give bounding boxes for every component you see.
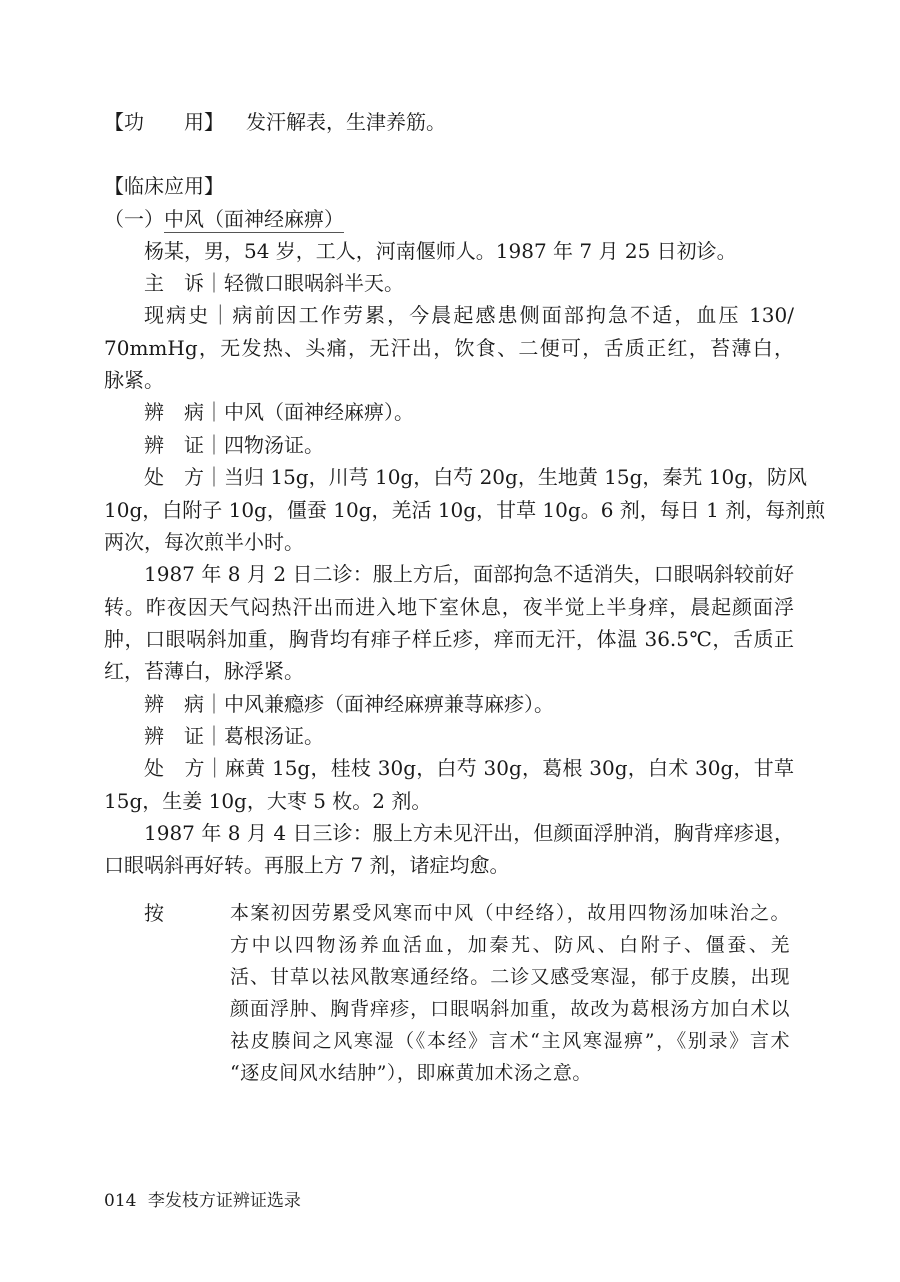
note-line: 祛皮腠间之风寒湿（《本经》言术“主风寒湿痹”，《别录》言术 [230, 1030, 790, 1052]
case-title: 中风（面神经麻痹） [164, 207, 344, 231]
chief-complaint: 主 诉｜轻微口眼㖞斜半天。 [144, 271, 404, 295]
note-line: 活、甘草以祛风散寒通经络。二诊又感受寒湿，郁于皮腠，出现 [230, 966, 790, 988]
history-line-3: 脉紧。 [104, 368, 164, 392]
diagnosis-syndrome-2: 辨 证｜葛根汤证。 [144, 724, 324, 748]
page-footer [104, 1189, 301, 1213]
clinical-heading: 【临床应用】 [104, 174, 224, 198]
prescription-2-line-1: 处 方｜麻黄 15g，桂枝 30g，白芍 30g，葛根 30g，白术 30g，甘草 [144, 756, 794, 780]
history-line-1: 现病史｜病前因工作劳累，今晨起感患侧面部拘急不适，血压 130/ [144, 303, 794, 327]
note-line: 颜面浮肿、胸背痒疹，口眼㖞斜加重，故改为葛根汤方加白术以 [230, 998, 790, 1020]
second-visit-line-4: 红，苔薄白，脉浮紧。 [104, 659, 304, 683]
history-line-2: 70mmHg，无发热、头痛，无汗出，饮食、二便可，舌质正红，苔薄白， [104, 336, 794, 360]
diagnosis-disease-1: 辨 病｜中风（面神经麻痹）。 [144, 400, 414, 424]
prescription-2-line-2: 15g，生姜 10g，大枣 5 枚。2 剂。 [104, 789, 432, 813]
note-line: 方中以四物汤养血活血，加秦艽、防风、白附子、僵蚕、羌 [230, 934, 790, 956]
note-line: 本案初因劳累受风寒而中风（中经络），故用四物汤加味治之。 [230, 902, 790, 924]
note-line: “逐皮间风水结肿”），即麻黄加术汤之意。 [230, 1062, 592, 1084]
diagnosis-syndrome-1: 辨 证｜四物汤证。 [144, 433, 324, 457]
page-number: 014 [104, 1191, 137, 1211]
prescription-1-line-2: 10g，白附子 10g，僵蚕 10g，羌活 10g，甘草 10g。6 剂，每日 1 剂，每剂煎 [104, 498, 826, 522]
second-visit-line-3: 肿，口眼㖞斜加重，胸背均有痱子样丘疹，痒而无汗，体温 36.5℃，舌质正 [104, 627, 794, 651]
second-visit-line-2: 转。昨夜因天气闷热汗出而进入地下室休息，夜半觉上半身痒，晨起颜面浮 [104, 595, 794, 619]
case-intro: 杨某，男，54 岁，工人，河南偃师人。1987 年 7 月 25 日初诊。 [144, 239, 737, 263]
function-section [104, 108, 446, 136]
book-title: 李发枝方证辨证选录 [147, 1191, 301, 1211]
diagnosis-disease-2: 辨 病｜中风兼瘾疹（面神经麻痹兼荨麻疹）。 [144, 692, 554, 716]
case-heading [104, 205, 344, 233]
function-label: 【功 用】 [104, 110, 224, 134]
case-number: （一） [104, 207, 164, 231]
third-visit-line-2: 口眼㖞斜再好转。再服上方 7 剂，诸症均愈。 [104, 853, 510, 877]
third-visit-line-1: 1987 年 8 月 4 日三诊：服上方未见汗出，但颜面浮肿消，胸背痒疹退， [144, 821, 794, 845]
prescription-1-line-3: 两次，每次煎半小时。 [104, 530, 304, 554]
second-visit-line-1: 1987 年 8 月 2 日二诊：服上方后，面部拘急不适消失，口眼㖞斜较前好 [144, 562, 794, 586]
function-text: 发汗解表，生津养筋。 [246, 110, 446, 134]
note-label: 按 [144, 901, 164, 925]
prescription-1-line-1: 处 方｜当归 15g，川芎 10g，白芍 20g，生地黄 15g，秦艽 10g，防风 [144, 465, 808, 489]
